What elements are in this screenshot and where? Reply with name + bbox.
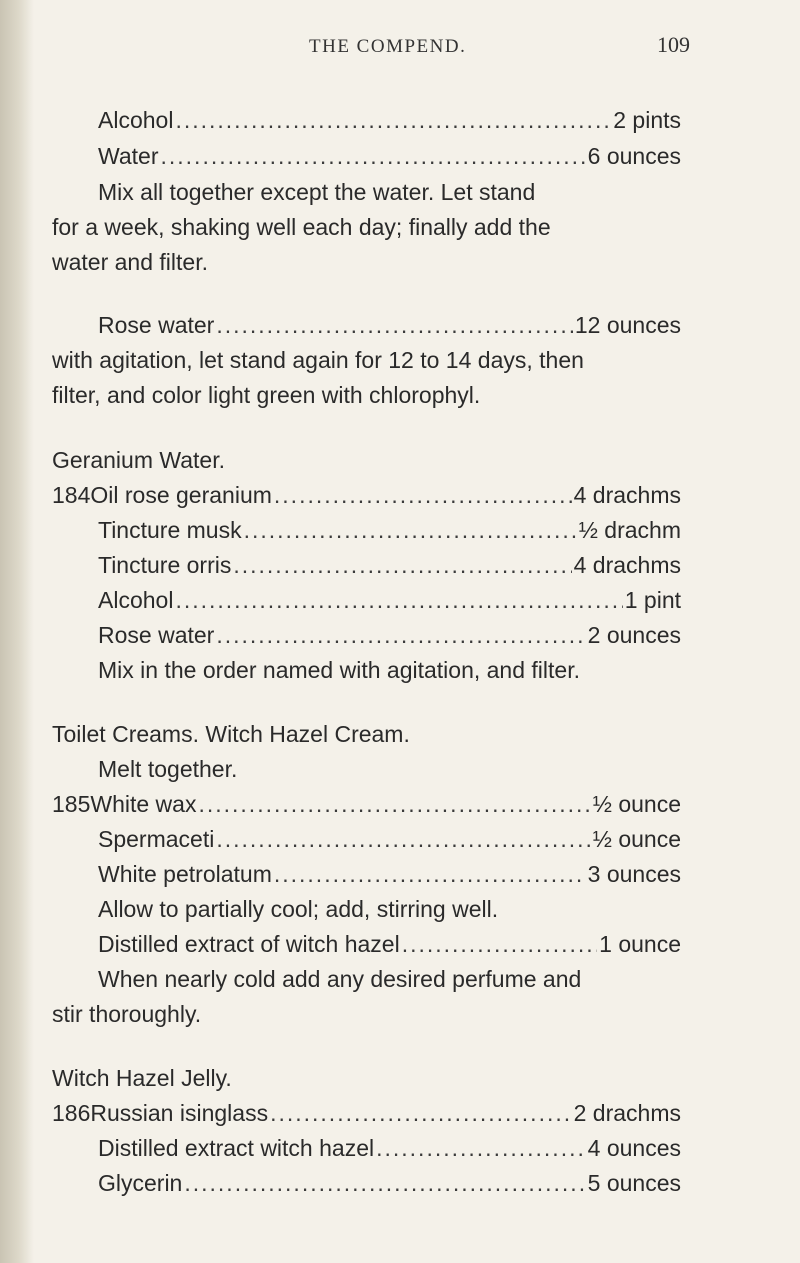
ingredient-name: White petrolatum [98, 861, 272, 887]
ingredient-line [98, 1133, 681, 1163]
instruction-line: Mix in the order named with agitation, and filter. [98, 657, 580, 683]
recipe-subtitle: Melt together. [98, 756, 238, 782]
recipe-title: Witch Hazel Jelly. [52, 1065, 232, 1091]
ingredient-name: Oil rose geranium [90, 482, 272, 508]
instruction-line: Allow to partially cool; add, stirring well. [98, 896, 499, 922]
dot-leader [216, 824, 590, 854]
dot-leader [274, 480, 572, 510]
ingredient-quantity: ½ drachm [578, 517, 681, 543]
ingredient-line [98, 105, 681, 135]
ingredient-name: Distilled extract witch hazel [98, 1135, 375, 1161]
ingredient-quantity: ½ ounce [592, 791, 681, 817]
recipe-number: 184 [52, 482, 91, 508]
instruction-line: for a week, shaking well each day; finally add the [52, 214, 551, 240]
ingredient-line [98, 310, 681, 340]
dot-leader [402, 929, 597, 959]
instruction-line: with agitation, let stand again for 12 to 14 days, then [52, 347, 584, 373]
ingredient-quantity: 2 drachms [573, 1100, 681, 1126]
dot-leader [198, 789, 590, 819]
instruction-line: stir thoroughly. [52, 1001, 202, 1027]
ingredient-quantity: 4 ounces [587, 1135, 681, 1161]
ingredient-line [98, 620, 681, 650]
ingredient-quantity: 4 drachms [573, 552, 681, 578]
recipe-title: Geranium Water. [52, 447, 225, 473]
ingredient-name: Alcohol [98, 107, 174, 133]
ingredient-line [98, 859, 681, 889]
ingredient-quantity: 1 ounce [599, 931, 681, 957]
ingredient-name: Glycerin [98, 1170, 183, 1196]
ingredient-line [52, 789, 681, 819]
ingredient-quantity: ½ ounce [592, 826, 681, 852]
dot-leader [175, 105, 611, 135]
ingredient-line [52, 1098, 681, 1128]
ingredient-name: White wax [90, 791, 197, 817]
ingredient-line [98, 550, 681, 580]
ingredient-line [98, 1168, 681, 1198]
dot-leader [184, 1168, 585, 1198]
ingredient-name: Water [98, 143, 159, 169]
ingredient-name: Distilled extract of witch hazel [98, 931, 400, 957]
ingredient-name: Russian isinglass [90, 1100, 269, 1126]
ingredient-quantity: 4 drachms [573, 482, 681, 508]
recipe-title: Toilet Creams. Witch Hazel Cream. [52, 721, 410, 747]
recipe-number: 186 [52, 1100, 91, 1126]
ingredient-line [98, 585, 681, 615]
ingredient-name: Alcohol [98, 587, 174, 613]
ingredient-quantity: 1 pint [624, 587, 681, 613]
dot-leader [216, 310, 573, 340]
ingredient-name: Rose water [98, 622, 215, 648]
ingredient-line [98, 929, 681, 959]
ingredient-quantity: 2 pints [613, 107, 681, 133]
ingredient-line [98, 824, 681, 854]
instruction-line: Mix all together except the water. Let stand [98, 179, 536, 205]
dot-leader [175, 585, 622, 615]
ingredient-quantity: 12 ounces [574, 312, 681, 338]
ingredient-name: Tincture musk [98, 517, 242, 543]
ingredient-quantity: 2 ounces [587, 622, 681, 648]
dot-leader [233, 550, 571, 580]
instruction-line: When nearly cold add any desired perfume and [98, 966, 582, 992]
ingredient-line [52, 480, 681, 510]
dot-leader [244, 515, 577, 545]
dot-leader [216, 620, 585, 650]
page-header [0, 32, 800, 66]
dot-leader [376, 1133, 586, 1163]
ingredient-line [98, 515, 681, 545]
running-head: THE COMPEND. [309, 36, 467, 57]
recipe-number: 185 [52, 791, 91, 817]
instruction-line: water and filter. [52, 249, 208, 275]
dot-leader [161, 141, 586, 171]
dot-leader [274, 859, 586, 889]
ingredient-name: Spermaceti [98, 826, 215, 852]
dot-leader [270, 1098, 572, 1128]
instruction-line: filter, and color light green with chlorophyl. [52, 382, 481, 408]
ingredient-name: Tincture orris [98, 552, 232, 578]
ingredient-quantity: 3 ounces [587, 861, 681, 887]
ingredient-quantity: 5 ounces [587, 1170, 681, 1196]
ingredient-quantity: 6 ounces [587, 143, 681, 169]
page-number: 109 [657, 32, 690, 57]
ingredient-line [98, 141, 681, 171]
ingredient-name: Rose water [98, 312, 215, 338]
